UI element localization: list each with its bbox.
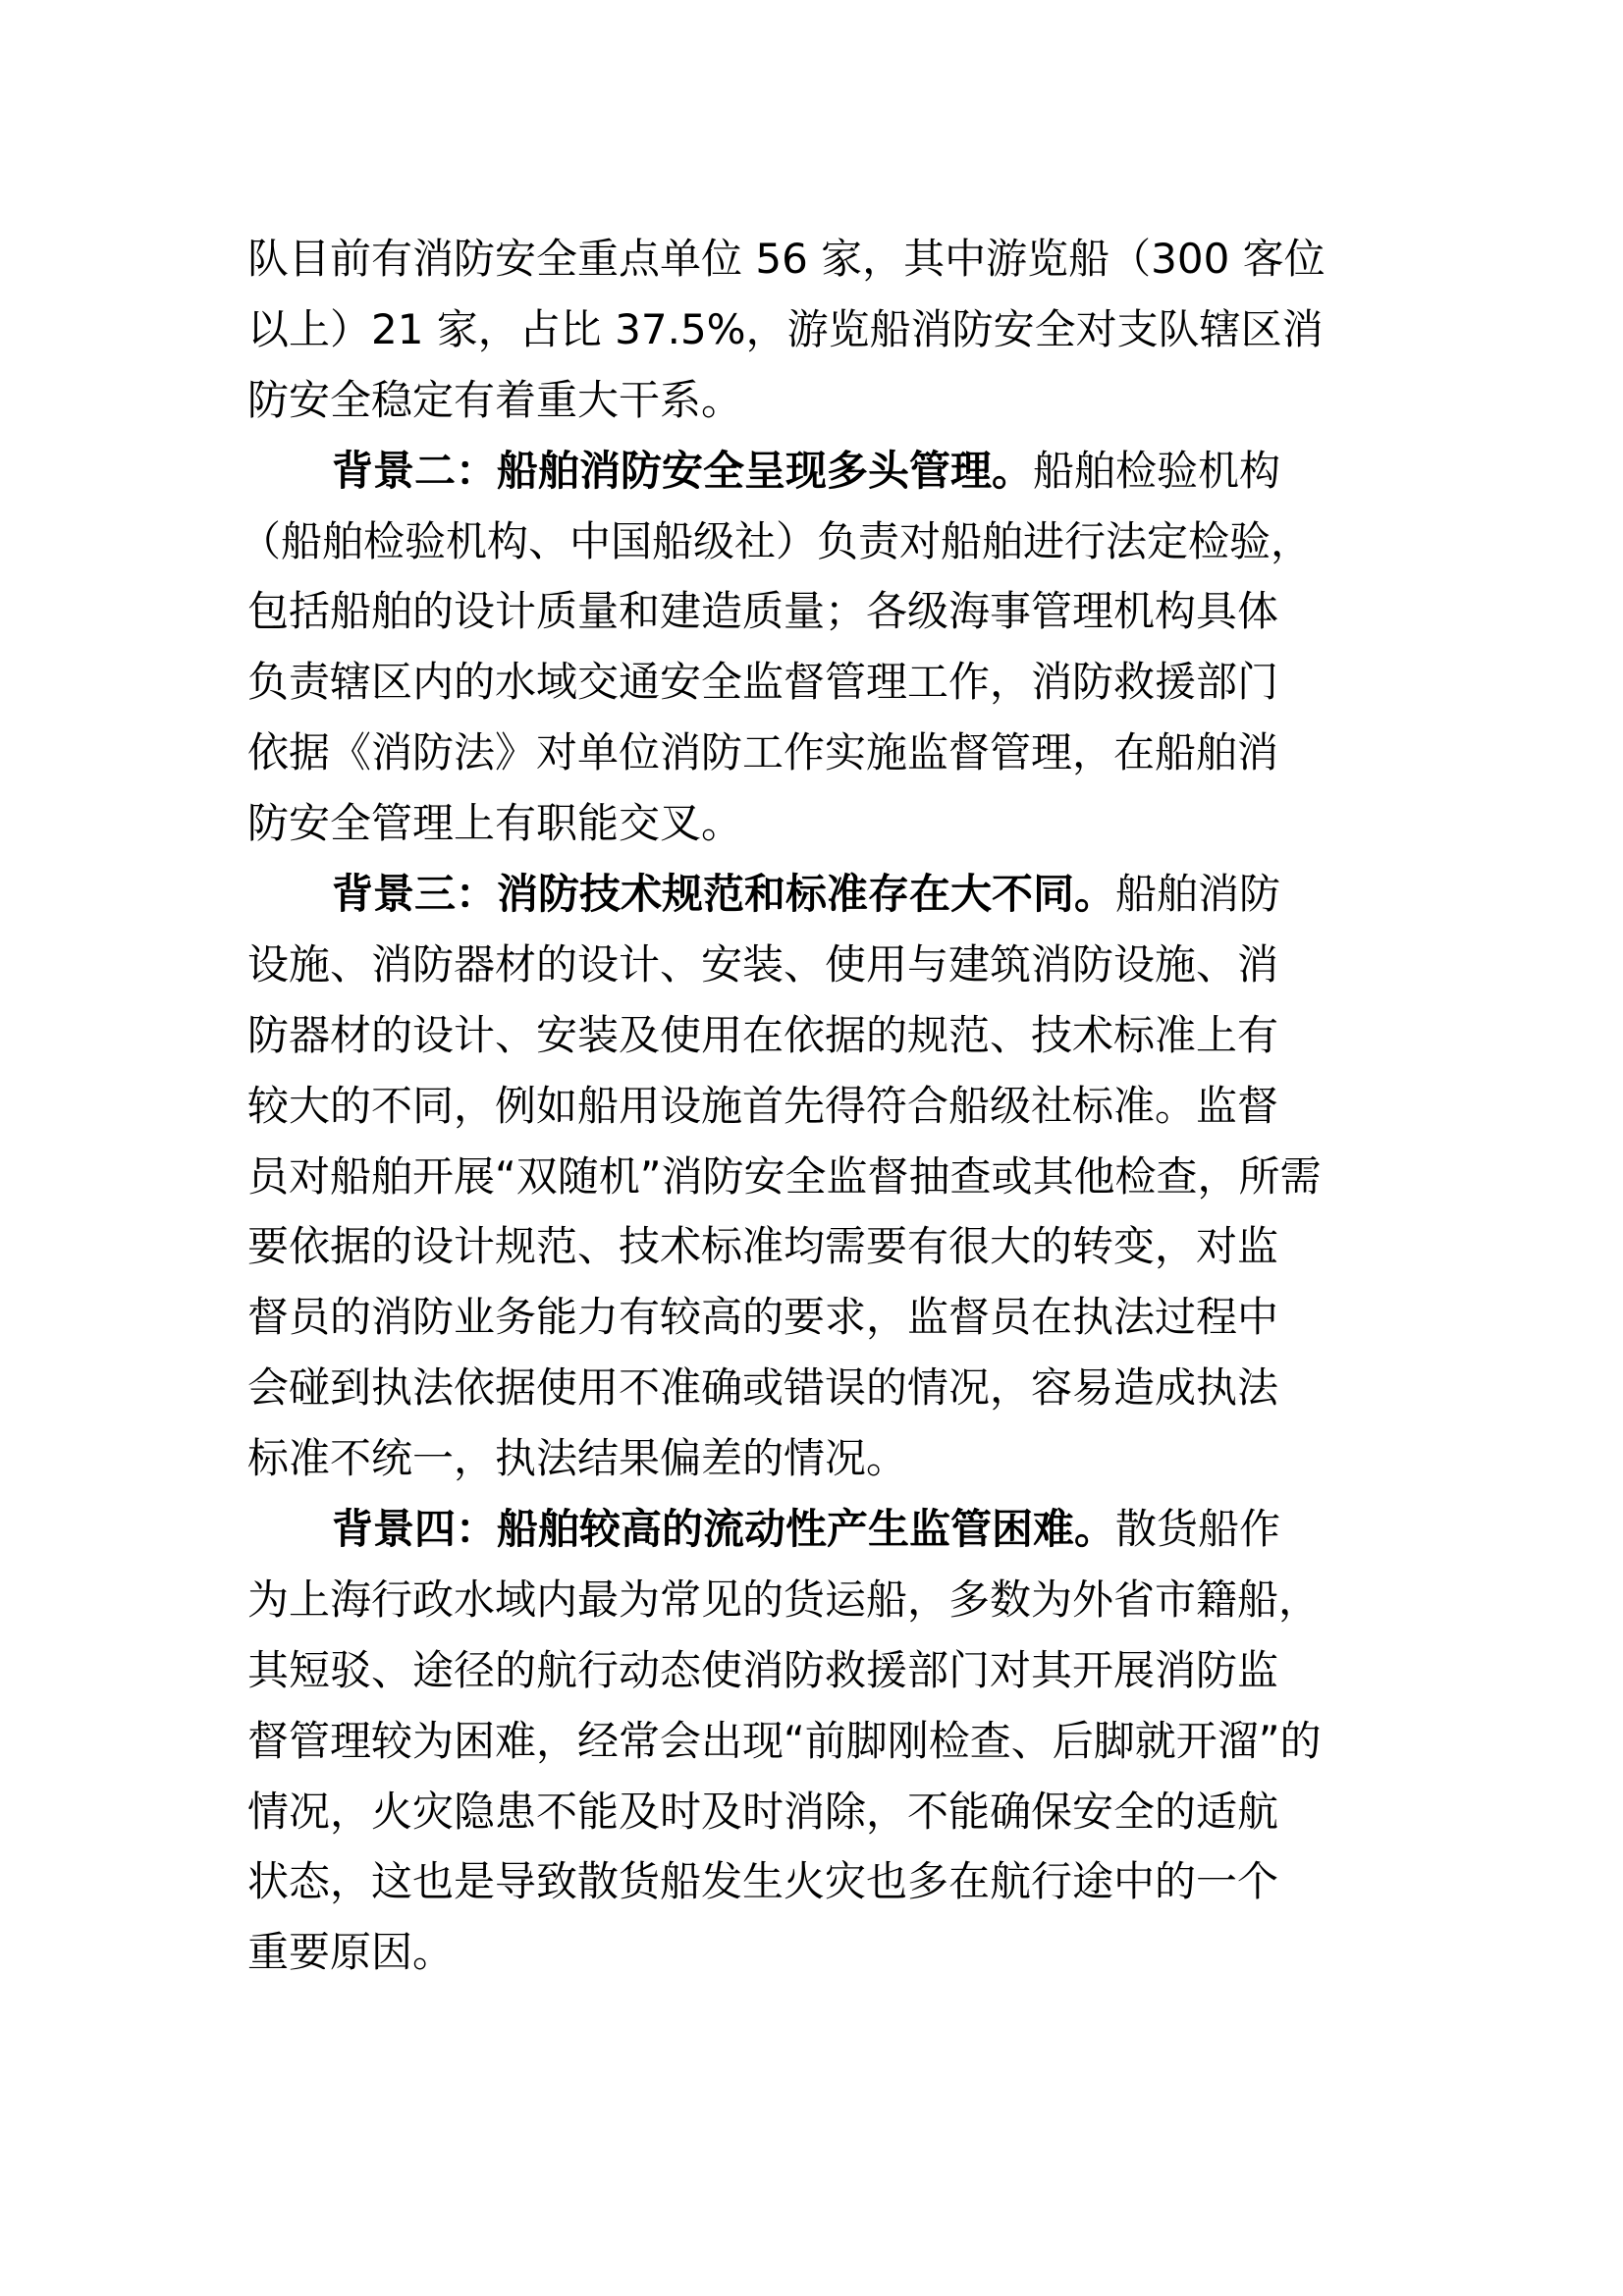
text-line: 标准不统一，执法结果偏差的情况。 [247, 1434, 908, 1483]
text-run: 散货船作 [1115, 1505, 1281, 1554]
document-body [240, 224, 1386, 1988]
text-line: 依据《消防法》对单位消防工作实施监督管理，在船舶消 [247, 728, 1279, 777]
text-run: 船舶检验机构 [1033, 446, 1281, 495]
paragraph-heading: 背景二：船舶消防安全呈现多头管理。 [332, 446, 1034, 495]
paragraph-first-line [247, 436, 1386, 507]
text-line: 情况，火灾隐患不能及时及时消除，不能确保安全的适航 [247, 1787, 1279, 1836]
text-line: 设施、消防器材的设计、安装、使用与建筑消防设施、消 [247, 939, 1279, 988]
text-line: 以上）21 家，占比 37.5%，游览船消防安全对支队辖区消 [247, 304, 1324, 353]
paragraph-background-4 [247, 1494, 1386, 1988]
text-line: 督员的消防业务能力有较高的要求，监督员在执法过程中 [247, 1293, 1279, 1342]
text-line: 包括船舶的设计质量和建造质量；各级海事管理机构具体 [247, 587, 1279, 636]
text-line: 其短驳、途径的航行动态使消防救援部门对其开展消防监 [247, 1645, 1279, 1694]
paragraph-background-3 [247, 859, 1386, 1494]
text-line: 要依据的设计规范、技术标准均需要有很大的转变，对监 [247, 1222, 1279, 1271]
paragraph-first-line [247, 859, 1386, 930]
text-line: 为上海行政水域内最为常见的货运船，多数为外省市籍船， [247, 1575, 1321, 1624]
text-line: 会碰到执法依据使用不准确或错误的情况，容易造成执法 [247, 1363, 1279, 1413]
text-line: 负责辖区内的水域交通安全监督管理工作，消防救援部门 [247, 658, 1279, 707]
paragraph-background-2 [240, 436, 1386, 859]
paragraph-intro-continuation [247, 224, 1386, 436]
text-line: 员对船舶开展“双随机”消防安全监督抽查或其他检查，所需 [247, 1151, 1322, 1201]
text-run: 船舶消防 [1115, 870, 1281, 919]
text-line: 防器材的设计、安装及使用在依据的规范、技术标准上有 [247, 1010, 1279, 1059]
paragraph-heading: 背景三：消防技术规范和标准存在大不同。 [332, 870, 1116, 919]
text-line: 防安全管理上有职能交叉。 [247, 799, 743, 848]
paragraph-first-line [247, 1494, 1386, 1565]
text-line: 督管理较为困难，经常会出现“前脚刚检查、后脚就开溜”的 [247, 1716, 1322, 1765]
paragraph-heading: 背景四：船舶较高的流动性产生监管困难。 [332, 1505, 1116, 1554]
text-line: 队目前有消防安全重点单位 56 家，其中游览船（300 客位 [247, 235, 1325, 283]
text-line: 状态，这也是导致散货船发生火灾也多在航行途中的一个 [247, 1857, 1279, 1906]
text-line: 防安全稳定有着重大干系。 [247, 375, 743, 424]
text-line: 较大的不同，例如船用设施首先得符合船级社标准。监督 [247, 1081, 1279, 1130]
text-line: 重要原因。 [247, 1928, 455, 1977]
text-line: （船舶检验机构、中国船级社）负责对船舶进行法定检验， [240, 516, 1313, 565]
